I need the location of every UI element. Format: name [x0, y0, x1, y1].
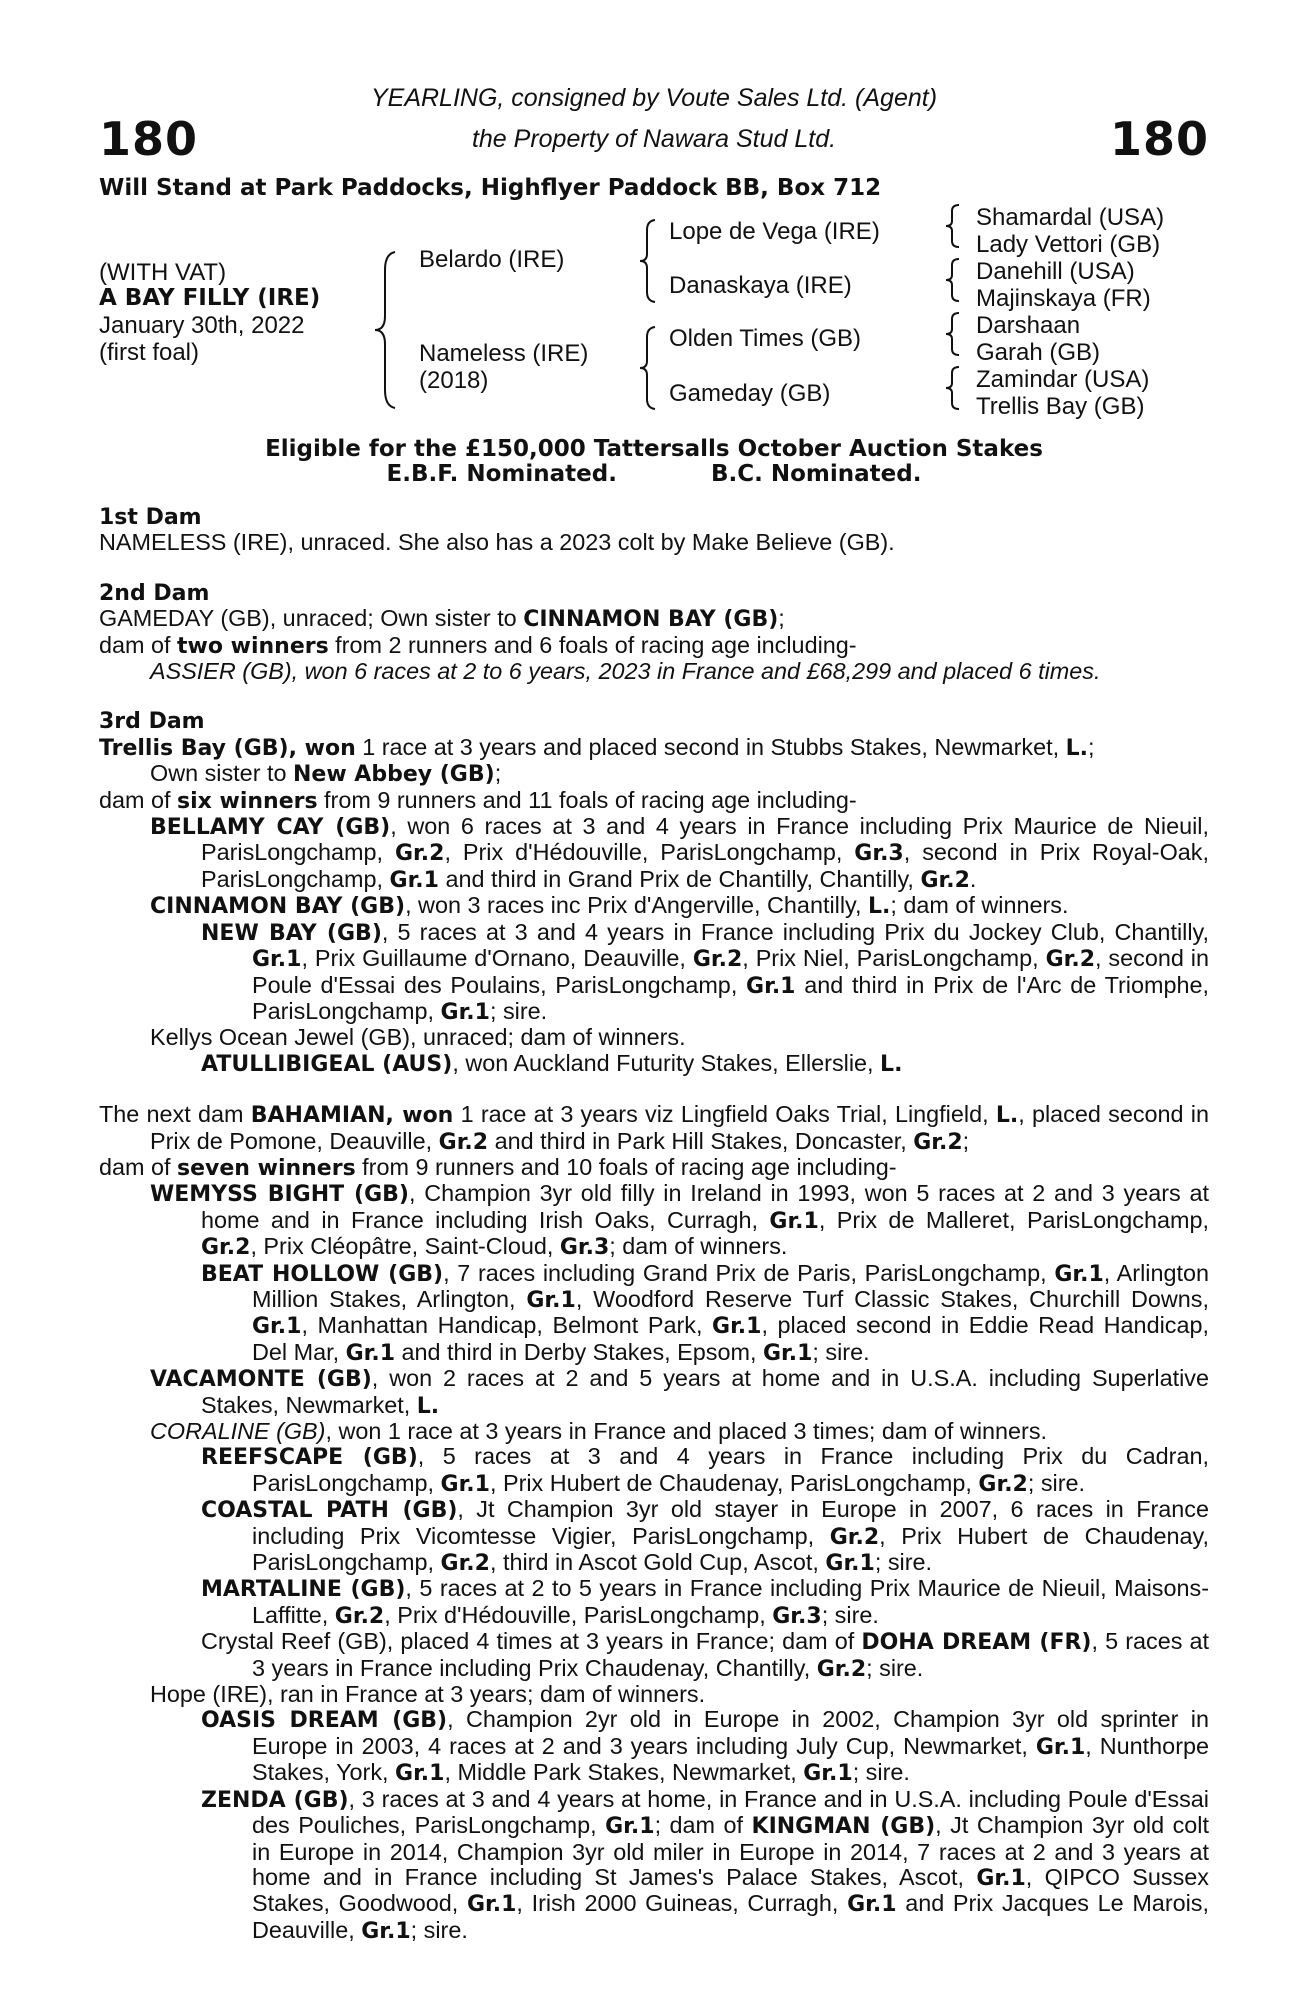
- stand-location: Will Stand at Park Paddocks, Highflyer Paddock BB, Box 712: [99, 175, 882, 201]
- lot-number-right: 180: [1109, 112, 1209, 166]
- atullibigeal-entry: ATULLIBIGEAL (AUS), won Auckland Futurity Stakes, Ellerslie, L.: [201, 1049, 903, 1077]
- pedigree-table: [99, 0, 1209, 420]
- second-dam-line-2: dam of two winners from 2 runners and 6 foals of racing age including-: [99, 631, 857, 659]
- ebf-nominated: E.B.F. Nominated.: [386, 461, 617, 487]
- g3-ssd: Lady Vettori (GB): [976, 231, 1161, 258]
- g3-sds: Danehill (USA): [976, 258, 1135, 285]
- subject-brace: [371, 250, 401, 410]
- g3-sdd: Majinskaya (FR): [976, 285, 1151, 312]
- vacamonte-entry: VACAMONTE (GB), won 2 races at 2 and 5 years at home and in U.S.A. including Superlative Stakes, Newmarket, L.: [150, 1365, 1209, 1419]
- zenda-entry: ZENDA (GB), 3 races at 3 and 4 years at home, in France and in U.S.A. including Poule d'Essai des Pouliches, ParisLongchamp, Gr.1; dam of KINGMAN (GB), Jt Champion 3yr old colt in Europe in 2014, Champion 3yr old miler in Europe in 2014, 7 races at 2 and 3 years at home and in France including St James's Palace Stakes, Ascot, Gr.1, QIPCO Sussex Stakes, Goodwood, Gr.1, Irish 2000 Guineas, Curragh, Gr.1 and Prix Jacques Le Marois, Deauville, Gr.1; sire.: [201, 1785, 1210, 1944]
- coastal-path-entry: COASTAL PATH (GB), Jt Champion 3yr old stayer in Europe in 2007, 6 races in France including Prix Vicomtesse Vigier, ParisLongchamp, Gr.2, Prix Hubert de Chaudenay, ParisLongchamp, Gr.2, third in Ascot Gold Cup, Ascot, Gr.1; sire.: [201, 1496, 1209, 1577]
- sire-dam: Danaskaya (IRE): [669, 272, 852, 299]
- third-dam-heading: 3rd Dam: [99, 709, 205, 735]
- dam-brace: [637, 325, 659, 411]
- brace-g3-1: [943, 203, 963, 249]
- consignor-line: YEARLING, consigned by Voute Sales Ltd. (Agent): [370, 84, 938, 112]
- brace-g3-2: [943, 257, 963, 303]
- cinnamon-bay-entry: CINNAMON BAY (GB), won 3 races inc Prix d'Angerville, Chantilly, L.; dam of winners.: [150, 892, 1069, 920]
- hope-entry: Hope (IRE), ran in France at 3 years; dam of winners.: [150, 1681, 706, 1708]
- new-bay-entry: NEW BAY (GB), 5 races at 3 and 4 years in France including Prix du Jockey Club, Chantilly, Gr.1, Prix Guillaume d'Ornano, Deauville, Gr.2, Prix Niel, ParisLongchamp, Gr.2, second in Poule d'Essai des Poulains, ParisLongchamp, Gr.1 and third in Prix de l'Arc de Triomphe, ParisLongchamp, Gr.1; sire.: [201, 918, 1209, 1025]
- dam-dam: Gameday (GB): [669, 380, 831, 407]
- dam-sire: Olden Times (GB): [669, 325, 862, 352]
- brace-g3-3: [943, 311, 963, 357]
- lot-subject: A BAY FILLY (IRE): [99, 285, 321, 311]
- dam-year: (2018): [419, 367, 489, 394]
- nominations: [99, 461, 1209, 487]
- sire-sire: Lope de Vega (IRE): [669, 218, 880, 245]
- lot-number-left: 180: [99, 112, 199, 166]
- third-dam-produce: dam of six winners from 9 runners and 11 foals of racing age including-: [99, 786, 857, 814]
- coraline-entry: CORALINE (GB), won 1 race at 3 years in France and placed 3 times; dam of winners.: [150, 1418, 1048, 1444]
- wemyss-bight-entry: WEMYSS BIGHT (GB), Champion 3yr old filly in Ireland in 1993, won 5 races at 2 and 3 years at home and in France including Irish Oaks, Curragh, Gr.1, Prix de Malleret, ParisLongchamp, Gr.2, Prix Cléopâtre, Saint-Cloud, Gr.3; dam of winners.: [150, 1180, 1209, 1261]
- crystal-reef-entry: Crystal Reef (GB), placed 4 times at 3 years in France; dam of DOHA DREAM (FR), 5 races at 3 years in France including Prix Chaudenay, Chantilly, Gr.2; sire.: [201, 1628, 1209, 1682]
- beat-hollow-entry: BEAT HOLLOW (GB), 7 races including Grand Prix de Paris, ParisLongchamp, Gr.1, Arlington Million Stakes, Arlington, Gr.1, Woodford Reserve Turf Classic Stakes, Churchill Downs, Gr.1, Manhattan Handicap, Belmont Park, Gr.1, placed second in Eddie Read Handicap, Del Mar, Gr.1 and third in Derby Stakes, Epsom, Gr.1; sire.: [201, 1259, 1210, 1366]
- auction-stakes-eligibility: Eligible for the £150,000 Tattersalls October Auction Stakes: [265, 436, 1043, 462]
- vat-note: (WITH VAT): [99, 259, 227, 286]
- reefscape-entry: REEFSCAPE (GB), 5 races at 3 and 4 years in France including Prix du Cadran, ParisLongchamp, Gr.1, Prix Hubert de Chaudenay, ParisLongchamp, Gr.2; sire.: [201, 1443, 1209, 1497]
- bc-nominated: B.C. Nominated.: [710, 461, 922, 487]
- second-dam-line-1: GAMEDAY (GB), unraced; Own sister to CINNAMON BAY (GB);: [99, 605, 785, 633]
- catalogue-body: [99, 505, 1209, 1944]
- g3-ddd: Trellis Bay (GB): [976, 393, 1145, 420]
- trellis-bay-entry: Trellis Bay (GB), won 1 race at 3 years and placed second in Stubbs Stakes, Newmarket, L.; Own sister to New Abbey (GB);: [99, 733, 1095, 788]
- second-dam-heading: 2nd Dam: [99, 580, 210, 606]
- foaling-date: January 30th, 2022: [99, 312, 305, 339]
- dam: Nameless (IRE): [419, 340, 589, 367]
- g3-dsd: Garah (GB): [976, 339, 1101, 366]
- sire-brace: [637, 218, 659, 304]
- property-line: the Property of Nawara Stud Ltd.: [471, 125, 837, 153]
- g3-dss: Darshaan: [976, 312, 1081, 339]
- oasis-dream-entry: OASIS DREAM (GB), Champion 2yr old in Europe in 2002, Champion 3yr old sprinter in Europe in 2003, 4 races at 2 and 3 years including July Cup, Newmarket, Gr.1, Nunthorpe Stakes, York, Gr.1, Middle Park Stakes, Newmarket, Gr.1; sire.: [201, 1706, 1210, 1787]
- first-dam-heading: 1st Dam: [99, 505, 202, 530]
- bahamian-entry: The next dam BAHAMIAN, won 1 race at 3 years viz Lingfield Oaks Trial, Lingfield, L., placed second in Prix de Pomone, Deauville, Gr.2 and third in Park Hill Stakes, Doncaster, Gr.2;: [99, 1101, 1209, 1155]
- assier-entry: ASSIER (GB), won 6 races at 2 to 6 years, 2023 in France and £68,299 and placed 6 times.: [150, 658, 1101, 685]
- bellamy-cay-entry: BELLAMY CAY (GB), won 6 races at 3 and 4 years in France including Prix Maurice de Nieuil, ParisLongchamp, Gr.2, Prix d'Hédouville, ParisLongchamp, Gr.3, second in Prix Royal-Oak, ParisLongchamp, Gr.1 and third in Grand Prix de Chantilly, Chantilly, Gr.2.: [150, 813, 1209, 893]
- g3-dds: Zamindar (USA): [976, 366, 1150, 393]
- first-dam-text: NAMELESS (IRE), unraced. She also has a 2023 colt by Make Believe (GB).: [99, 529, 895, 556]
- kellys-ocean-jewel-entry: Kellys Ocean Jewel (GB), unraced; dam of winners.: [150, 1024, 686, 1051]
- martaline-entry: MARTALINE (GB), 5 races at 2 to 5 years in France including Prix Maurice de Nieuil, Maisons-Laffitte, Gr.2, Prix d'Hédouville, ParisLongchamp, Gr.3; sire.: [201, 1575, 1209, 1629]
- g3-sss: Shamardal (USA): [976, 204, 1165, 231]
- bahamian-produce: dam of seven winners from 9 runners and 10 foals of racing age including-: [99, 1153, 897, 1181]
- sire: Belardo (IRE): [419, 246, 565, 273]
- brace-g3-4: [943, 365, 963, 411]
- foal-note: (first foal): [99, 339, 200, 366]
